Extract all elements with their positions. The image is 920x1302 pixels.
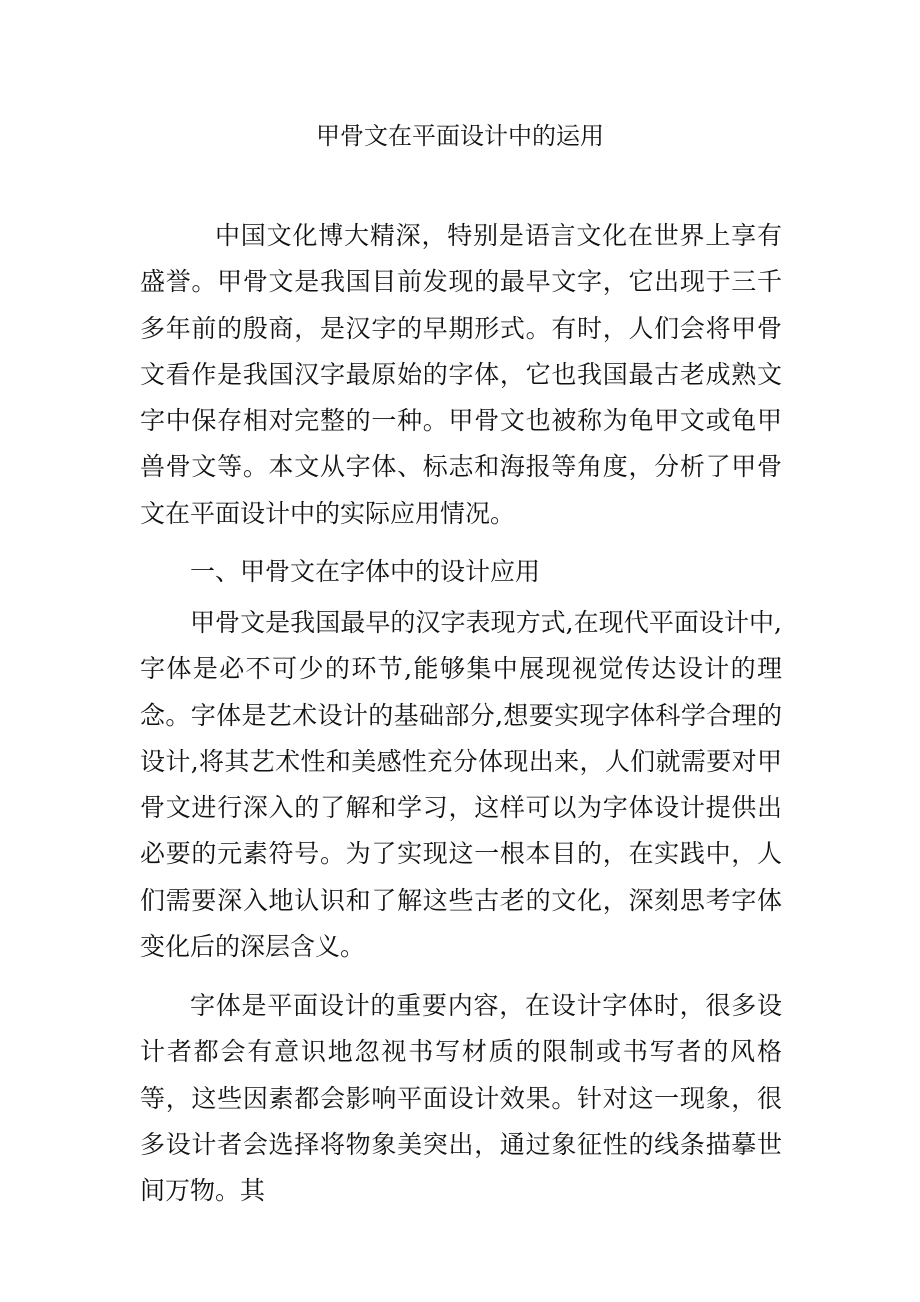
paragraph-text: 中国文化博大精深，特别是语言文化在世界上享有盛誉。甲骨文是我国目前发现的最早文字，它出现于三千多年前的殷商，是汉字的早期形式。有时，人们会将甲骨文看作是我国汉字最原始的字体，它也我国最古老成熟文字中保存相对完整的一种。甲骨文也被称为龟甲文或龟甲兽骨文等。本文从字体、标志和海报等角度，分析了甲骨文在平面设计中的实际应用情况。	[140, 221, 782, 528]
section-heading	[140, 549, 782, 595]
document-title: 甲骨文在平面设计中的运用	[316, 122, 604, 150]
paragraph-font-importance	[140, 983, 782, 1214]
paragraph-text: 甲骨文是我国最早的汉字表现方式,在现代平面设计中,字体是必不可少的环节,能够集中展现视觉传达设计的理念。字体是艺术设计的基础部分,想要实现字体科学合理的设计,将其艺术性和美感性充分体现出来，人们就需要对甲骨文进行深入的了解和学习，这样可以为字体设计提供出必要的元素符号。为了实现这一根本目的，在实践中，人们需要深入地认识和了解这些古老的文化，深刻思考字体变化后的深层含义。	[140, 608, 782, 962]
paragraph-text: 字体是平面设计的重要内容，在设计字体时，很多设计者都会有意识地忽视书写材质的限制或书写者的风格等，这些因素都会影响平面设计效果。针对这一现象，很多设计者会选择将物象美突出，通过象征性的线条描摹世间万物。其	[140, 991, 782, 1206]
paragraph-intro	[140, 213, 782, 537]
paragraph-font-design	[140, 600, 782, 970]
section-heading-text: 一、甲骨文在字体中的设计应用	[190, 557, 541, 586]
